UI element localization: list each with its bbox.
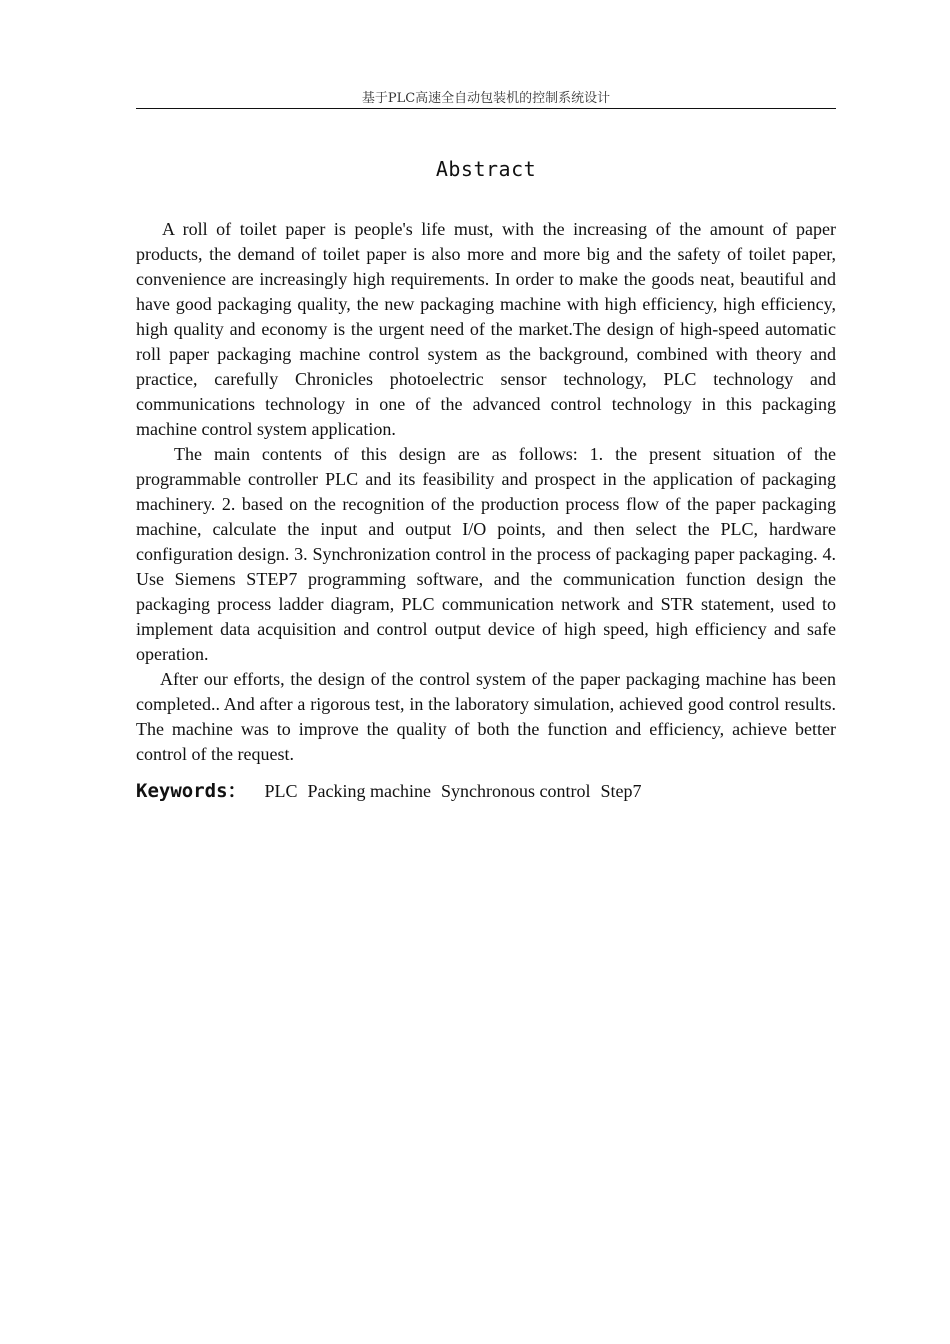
abstract-title: Abstract [435, 157, 537, 181]
abstract-paragraph-1: A roll of toilet paper is people's life must, with the increasing of the amount of paper products, the demand of toilet paper is also more and more big and the safety of toilet paper, convenience are increasingly high requirements. In order to make the goods neat, beautiful and have good packaging quality, the new packaging machine with high efficiency, high efficiency, high quality and economy is the urgent need of the market.The design of high-speed automatic roll paper packaging machine control system as the background, combined with theory and practice, carefully Chronicles photoelectric sensor technology, PLC technology and communications technology in one of the advanced control technology in this packaging machine control system application. [136, 219, 836, 439]
keyword-item: Step7 [600, 781, 642, 801]
running-header [136, 90, 836, 109]
abstract-paragraph-3: After our efforts, the design of the control system of the paper packaging machine has been completed.. And after a rigorous test, in the laboratory simulation, achieved good control results. The machine was to improve the quality of both the function and efficiency, achieve better control of the request. [136, 669, 836, 764]
keyword-item: Synchronous control [441, 781, 591, 801]
keywords-label: Keywords： [136, 780, 247, 802]
keywords-line [136, 778, 836, 806]
running-header-title: 基于PLC高速全自动包装机的控制系统设计 [361, 91, 611, 106]
keyword-item: Packing machine [307, 781, 431, 801]
keyword-item: PLC [264, 781, 298, 801]
abstract-paragraph-2: The main contents of this design are as follows: 1. the present situation of the programmable controller PLC and its feasibility and prospect in the application of packaging machinery. 2. based on the recognition of the production process flow of the paper packaging machine, calculate the input and output I/O points, and then select the PLC, hardware configuration design. 3. Synchronization control in the process of packaging paper packaging. 4. Use Siemens STEP7 programming software, and the communication function design the packaging process ladder diagram, PLC communication network and STR statement, used to implement data acquisition and control output device of high speed, high efficiency and safe operation. [136, 444, 836, 664]
abstract-body [136, 217, 836, 767]
